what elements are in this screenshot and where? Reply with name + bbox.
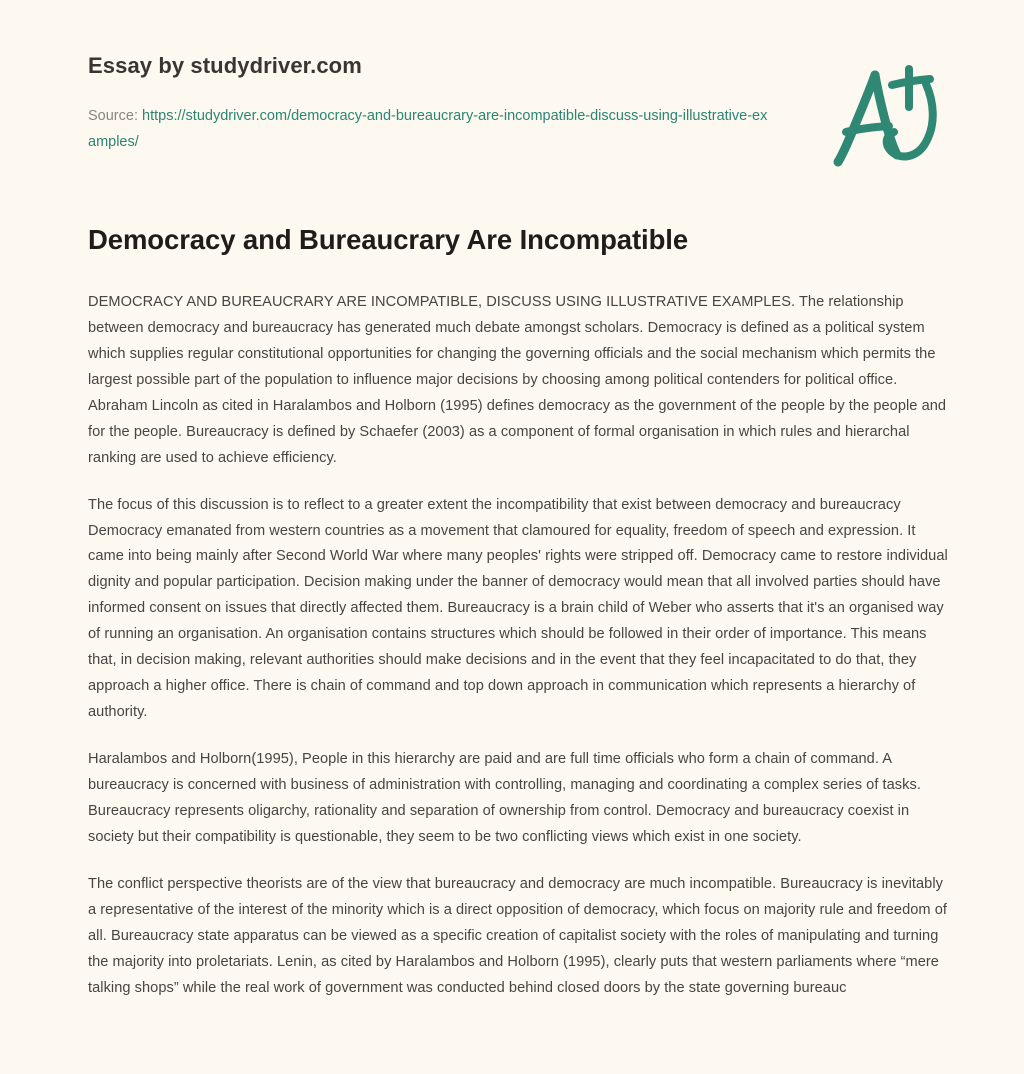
source-label: Source: bbox=[88, 107, 138, 124]
document-header bbox=[0, 0, 1024, 170]
essay-body bbox=[0, 290, 1024, 1002]
source-url-link[interactable]: https://studydriver.com/democracy-and-bureaucrary-are-incompatible-discuss-using-illustrative-examples/ bbox=[88, 107, 768, 151]
a-plus-logo bbox=[826, 58, 946, 176]
source-line bbox=[88, 103, 768, 157]
body-paragraph: The focus of this discussion is to reflect to a greater extent the incompatibility that exist between democracy and bureaucracy Democracy emanated from western countries as a movement that clamoured for equality, freedom of speech and expression. It came into being mainly after Second World War where many peoples' rights were stripped off. Democracy came to restore individual dignity and popular participation. Decision making under the banner of democracy would mean that all involved parties should have informed consent on issues that directly affected them. Bureaucracy is a brain child of Weber who asserts that it's an organised way of running an organisation. An organisation contains structures which should be followed in their order of importance. This means that, in decision making, relevant authorities should make decisions and in the event that they feel incapacitated to do that, they approach a higher office. There is chain of command and top down approach in communication which represents a hierarchy of authority. bbox=[88, 496, 948, 721]
body-paragraph: The conflict perspective theorists are of the view that bureaucracy and democracy are much incompatible. Bureaucracy is inevitably a representative of the interest of the minority which is a direct opposition of democracy, which focus on majority rule and freedom of all. Bureaucracy state apparatus can be viewed as a specific creation of capitalist society with the roles of manipulating and turning the majority into proletariats. Lenin, as cited by Haralambos and Holborn (1995), clearly puts that western parliaments where “mere talking shops” while the real work of government was conducted behind closed doors by the state governing bureauc bbox=[88, 876, 948, 996]
a-plus-logo-icon bbox=[826, 58, 946, 176]
body-paragraph: DEMOCRACY AND BUREAUCRARY ARE INCOMPATIBLE, DISCUSS USING ILLUSTRATIVE EXAMPLES. The relationship between democracy and bureaucracy has generated much debate amongst scholars. Democracy is defined as a political system which supplies regular constitutional opportunities for changing the governing officials and the social mechanism which permits the largest possible part of the population to influence major decisions by choosing among political contenders for political office. Abraham Lincoln as cited in Haralambos and Holborn (1995) defines democracy as the government of the people by the people and for the people. Bureaucracy is defined by Schaefer (2003) as a component of formal organisation in which rules and hierarchal ranking are used to achieve efficiency. bbox=[88, 293, 947, 466]
body-paragraph: Haralambos and Holborn(1995), People in this hierarchy are paid and are full time officials who form a chain of command. A bureaucracy is concerned with business of administration with controlling, managing and coordinating a complex series of tasks. Bureaucracy represents oligarchy, rationality and separation of ownership from control. Democracy and bureaucracy coexist in society but their compatibility is questionable, they seem to be two conflicting views which exist in one society. bbox=[88, 751, 921, 846]
page-title: Democracy and Bureaucrary Are Incompatible bbox=[88, 224, 689, 255]
essay-byline: Essay by studydriver.com bbox=[88, 53, 362, 78]
